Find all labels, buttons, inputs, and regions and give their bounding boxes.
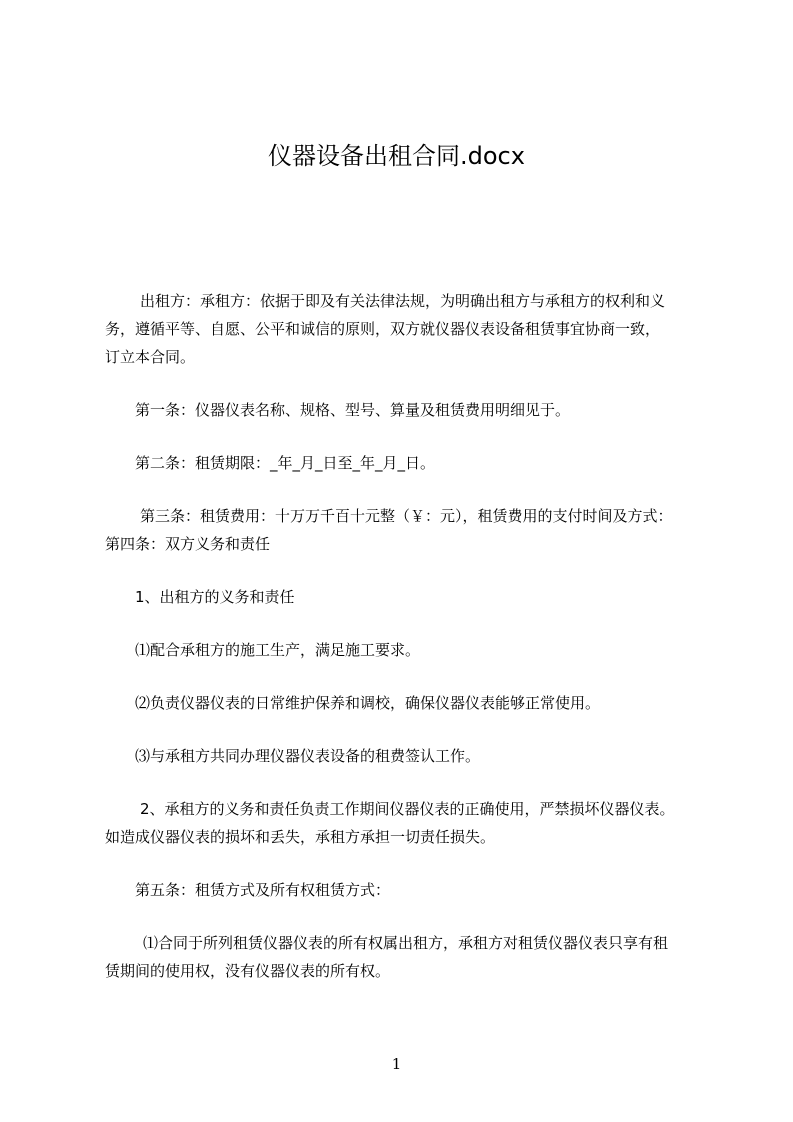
article-1: 第一条：仪器仪表名称、规格、型号、算量及租赁费用明细见于。 (135, 401, 571, 419)
article-3-line-1: 第三条：租赁费用：十万万千百十元整（￥：元），租赁费用的支付时间及方式： (140, 507, 673, 525)
article-2: 第二条：租赁期限：_年_月_日至_年_月_日。 (135, 454, 436, 472)
lease-method-1-line-1: ⑴合同于所列租赁仪器仪表的所有权属出租方，承租方对租赁仪器仪表只享有租 (143, 934, 669, 952)
article-5-heading: 第五条：租赁方式及所有权租赁方式： (135, 881, 391, 899)
lessor-duty-1: ⑴配合承租方的施工生产，满足施工要求。 (135, 641, 421, 659)
lessor-duties-heading: 1、出租方的义务和责任 (135, 588, 295, 606)
document-title: 仪器设备出租合同.docx (268, 142, 525, 170)
lessee-duties-line-1: 2、承租方的义务和责任负责工作期间仪器仪表的正确使用，严禁损坏仪器仪表。 (140, 800, 675, 818)
paragraph-intro-line-2: 务，遵循平等、自愿、公平和诚信的原则，双方就仪器仪表设备租赁事宜协商一致， (105, 320, 661, 338)
lessee-duties-line-2: 如造成仪器仪表的损坏和丢失，承租方承担一切责任损失。 (105, 828, 496, 846)
paragraph-intro-line-1: 出租方：承租方：依据于即及有关法律法规，为明确出租方与承租方的权利和义 (140, 292, 666, 310)
lessor-duty-2: ⑵负责仪器仪表的日常维护保养和调校，确保仪器仪表能够正常使用。 (135, 694, 601, 712)
lessor-duty-3: ⑶与承租方共同办理仪器仪表设备的租费签认工作。 (135, 747, 481, 765)
paragraph-intro-line-3: 订立本合同。 (105, 348, 196, 366)
page-number: 1 (391, 1055, 402, 1073)
article-4-heading: 第四条：双方义务和责任 (105, 535, 271, 553)
lease-method-1-line-2: 赁期间的使用权，没有仪器仪表的所有权。 (105, 962, 391, 980)
